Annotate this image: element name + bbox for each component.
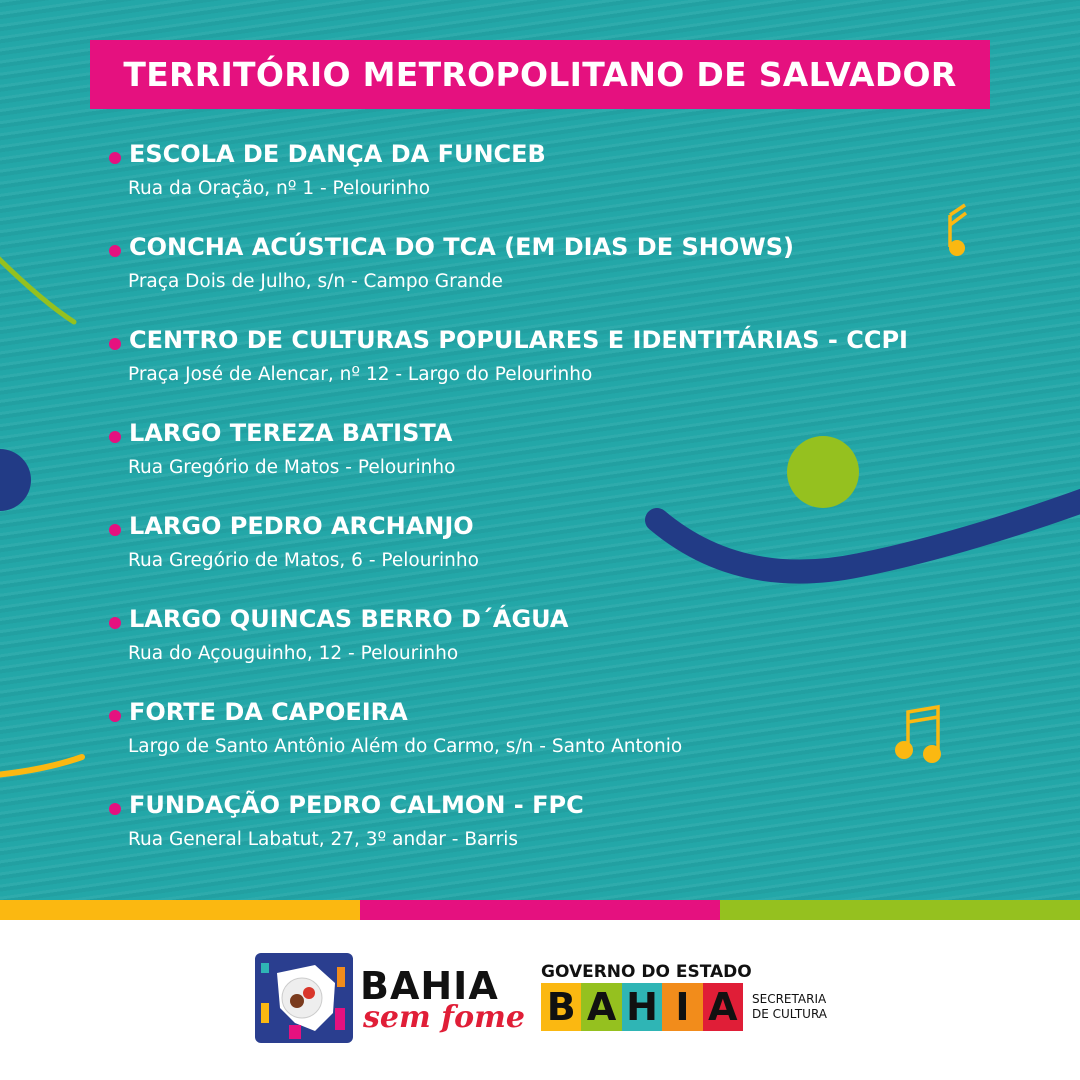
bullet-icon <box>109 710 121 722</box>
secretaria-line: SECRETARIA <box>752 992 827 1006</box>
bahia-sem-fome-logo-title: BAHIA <box>360 964 499 1008</box>
location-name: LARGO QUINCAS BERRO D´ÁGUA <box>129 605 569 633</box>
secretaria-label <box>752 992 827 1022</box>
location-name: FORTE DA CAPOEIRA <box>129 698 408 726</box>
governo-bahia-logo <box>541 983 743 1031</box>
cultura-line: DE CULTURA <box>752 1007 828 1021</box>
bullet-icon <box>109 245 121 257</box>
location-name: FUNDAÇÃO PEDRO CALMON - FPC <box>129 791 584 819</box>
green-circle-decoration <box>787 436 859 508</box>
navy-half-circle-decoration <box>0 449 31 511</box>
logo-letter: I <box>662 983 702 1031</box>
logo-letter: B <box>541 983 581 1031</box>
bullet-icon <box>109 617 121 629</box>
footer-logos <box>255 950 855 1045</box>
location-address: Rua do Açouguinho, 12 - Pelourinho <box>128 643 459 664</box>
location-name: LARGO TEREZA BATISTA <box>129 419 453 447</box>
logo-letter: A <box>703 983 743 1031</box>
location-address: Rua Gregório de Matos, 6 - Pelourinho <box>128 550 479 571</box>
music-note-icon <box>949 205 966 256</box>
bahia-sem-fome-emblem <box>255 953 353 1043</box>
location-address: Rua Gregório de Matos - Pelourinho <box>128 457 456 478</box>
logo-letter: H <box>622 983 662 1031</box>
bullet-icon <box>109 431 121 443</box>
bullet-icon <box>109 803 121 815</box>
bullet-icon <box>109 338 121 350</box>
location-address: Rua General Labatut, 27, 3º andar - Barris <box>128 829 519 850</box>
navy-wave-decoration <box>657 498 1080 572</box>
location-name: CENTRO DE CULTURAS POPULARES E IDENTITÁRIAS - CCPI <box>129 326 908 354</box>
location-address: Largo de Santo Antônio Além do Carmo, s/n - Santo Antonio <box>128 736 683 757</box>
pink-stripe <box>360 900 720 920</box>
title-banner <box>90 40 990 109</box>
green-arc-decoration <box>0 250 74 322</box>
bahia-sem-fome-logo-subtitle: sem fome <box>363 1000 525 1035</box>
location-address: Rua da Oração, nº 1 - Pelourinho <box>128 178 431 199</box>
bullet-icon <box>109 524 121 536</box>
location-name: ESCOLA DE DANÇA DA FUNCEB <box>129 140 546 168</box>
yellow-arc-decoration <box>0 757 82 775</box>
double-music-note-icon <box>895 707 941 763</box>
location-name: LARGO PEDRO ARCHANJO <box>129 512 474 540</box>
governo-label: GOVERNO DO ESTADO <box>541 962 752 982</box>
location-name: CONCHA ACÚSTICA DO TCA (EM DIAS DE SHOWS) <box>129 233 794 261</box>
green-stripe <box>720 900 1080 920</box>
bullet-icon <box>109 152 121 164</box>
location-address: Praça José de Alencar, nº 12 - Largo do Pelourinho <box>128 364 593 385</box>
logo-letter: A <box>581 983 621 1031</box>
location-address: Praça Dois de Julho, s/n - Campo Grande <box>128 271 503 292</box>
page-title: TERRITÓRIO METROPOLITANO DE SALVADOR <box>123 55 957 94</box>
yellow-stripe <box>0 900 360 920</box>
